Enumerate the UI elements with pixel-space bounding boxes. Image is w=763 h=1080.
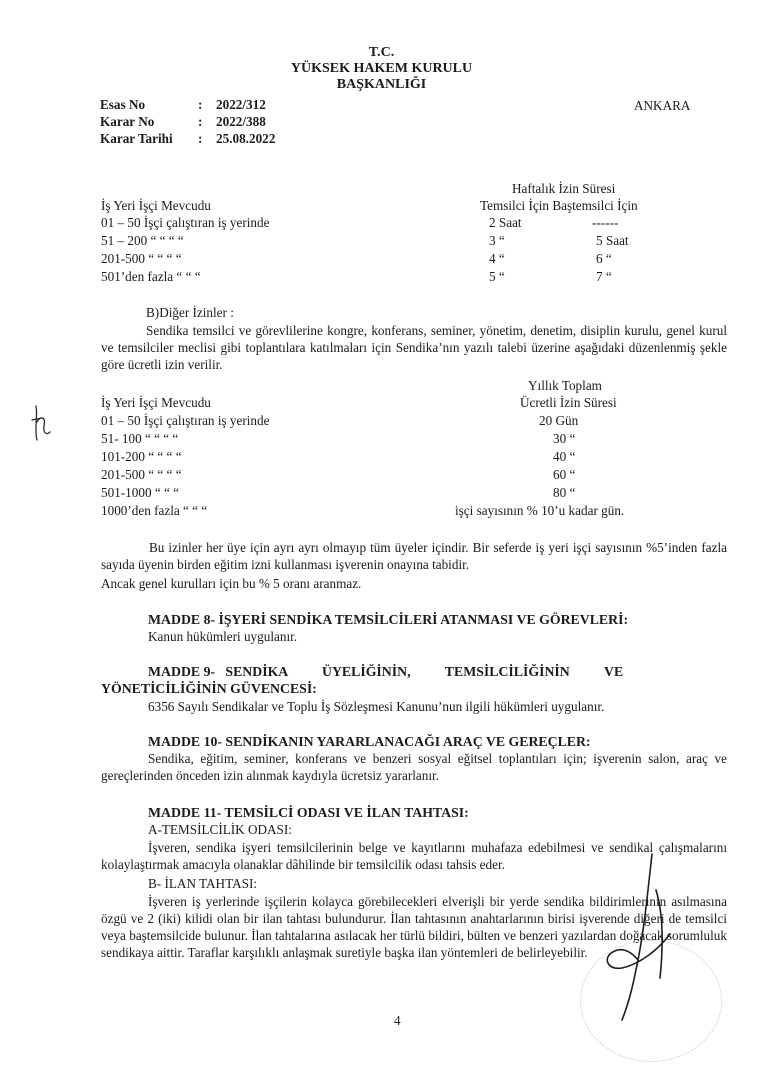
madde9-title-line2: YÖNETİCİLİĞİNİN GÜVENCESİ: — [101, 681, 317, 696]
madde11-sub-a: A-TEMSİLCİLİK ODASI: — [148, 822, 292, 837]
b-note-1: Bu izinler her üye için ayrı ayrı olmayıp tüm üyeler içindir. Bir seferde iş yeri işçi sayısının %5’inden fazla sayıda üyenin birden eğitim izni kullanması işverenin onayına tabidir. — [101, 540, 727, 572]
weekly-row-temsilci: 3 “ — [489, 233, 505, 248]
weekly-col-headers: Temsilci İçin Baştemsilci İçin — [480, 198, 638, 213]
weekly-row-label: 501’den fazla “ “ “ — [101, 269, 201, 284]
madde9-title-line1: MADDE 9- SENDİKA ÜYELİĞİNİN, TEMSİLCİLİĞİNİN VE — [148, 664, 624, 679]
annual-header-1: Yıllık Toplam — [528, 378, 602, 393]
weekly-row-label: 51 – 200 “ “ “ “ — [101, 233, 184, 248]
annual-left-header: İş Yeri İşçi Mevcudu — [101, 395, 211, 410]
weekly-row-temsilci: 2 Saat — [489, 215, 522, 230]
annual-row-label: 501-1000 “ “ “ — [101, 485, 179, 500]
weekly-row-bas: 7 “ — [596, 269, 612, 284]
annual-row-value: 80 “ — [553, 485, 576, 500]
annual-row-label: 51- 100 “ “ “ “ — [101, 431, 179, 446]
madde11-sub-b: B- İLAN TAHTASI: — [148, 876, 257, 891]
meta-sep-tarih: : — [198, 131, 203, 146]
header-tc: T.C. — [368, 45, 395, 60]
madde11-text-a: İşveren, sendika işyeri temsilcilerinin belge ve kayıtlarını muhafaza edebilmesi ve sendikal çalışmalarını kolaylaştırmak amacıyla olanaklar dâhilinde bir temsilcilik odası tahsis eder. — [101, 840, 727, 872]
b-section-title: B)Diğer İzinler : — [146, 305, 234, 320]
b-note-2: Ancak genel kurulları için bu % 5 oranı aranmaz. — [101, 576, 362, 591]
madde8-title: MADDE 8- İŞYERİ SENDİKA TEMSİLCİLERİ ATANMASI VE GÖREVLERİ: — [148, 612, 629, 627]
header-institution: YÜKSEK HAKEM KURULU — [290, 61, 473, 76]
header-presidency: BAŞKANLIĞI — [336, 77, 427, 92]
annual-row-label: 01 – 50 İşçi çalıştıran iş yerinde — [101, 413, 270, 428]
annual-row-value: işçi sayısının % 10’u kadar gün. — [455, 503, 625, 518]
weekly-row-label: 01 – 50 İşçi çalıştıran iş yerinde — [101, 215, 270, 230]
weekly-row-temsilci: 4 “ — [489, 251, 505, 266]
madde11-text-b: İşveren iş yerlerinde işçilerin kolayca görebilecekleri elverişli bir yerde sendika bildirimlerinin asılmasına özgü ve 2 (iki) kilidi olan bir ilan tahtası bulundurur. İlan tahtasının anahtarlarının birisi işverende diğeri de temsilci veya baştemsilcide bulunur. İlan tahtalarına asılacak her türlü bildiri, bülten ve benzeri yazılardan doğacak sorumluluk sendikaya aittir. Taraflar karşılıklı anlaşmak suretiyle başka ilan yöntemleri de belirleyebilir. — [101, 894, 727, 960]
meta-sep-esas: : — [198, 97, 203, 112]
meta-value-tarih: 25.08.2022 — [216, 131, 276, 146]
weekly-row-bas: ------ — [592, 215, 619, 230]
madde8-text: Kanun hükümleri uygulanır. — [148, 629, 298, 644]
weekly-row-bas: 6 “ — [596, 251, 612, 266]
weekly-row-bas: 5 Saat — [596, 233, 629, 248]
weekly-row-temsilci: 5 “ — [489, 269, 505, 284]
b-section-paragraph: Sendika temsilci ve görevlilerine kongre, konferans, seminer, yönetim, denetim, disiplin kurulu, genel kurul ve temsilciler meclisi gibi toplantılara katılmaları için Sendika’nın yazılı talebi üzerine aşağıdaki düzenlenmiş şekle göre ücretli izin verilir. — [101, 323, 727, 372]
meta-value-esas: 2022/312 — [216, 97, 266, 112]
meta-label-karar: Karar No — [100, 114, 155, 129]
meta-label-tarih: Karar Tarihi — [100, 131, 173, 146]
madde10-text: Sendika, eğitim, seminer, konferans ve benzeri sosyal eğitsel toplantıları için; işverenin salon, araç ve gereçlerinden önceden izin alınmak kaydıyla ücretsiz yararlanır. — [101, 751, 727, 783]
meta-label-esas: Esas No — [100, 97, 146, 112]
meta-sep-karar: : — [198, 114, 203, 129]
annual-row-value: 30 “ — [553, 431, 576, 446]
annual-row-label: 1000’den fazla “ “ “ — [101, 503, 208, 518]
annual-row-value: 20 Gün — [539, 413, 579, 428]
weekly-title: Haftalık İzin Süresi — [512, 181, 616, 196]
stamp-seal — [580, 940, 722, 1062]
annual-row-value: 40 “ — [553, 449, 576, 464]
weekly-row-label: 201-500 “ “ “ “ — [101, 251, 182, 266]
annual-row-label: 201-500 “ “ “ “ — [101, 467, 182, 482]
page-number: 4 — [394, 1013, 401, 1028]
weekly-left-header: İş Yeri İşçi Mevcudu — [101, 198, 211, 213]
header-city: ANKARA — [634, 98, 691, 113]
annual-header-2: Ücretli İzin Süresi — [520, 395, 617, 410]
madde10-title: MADDE 10- SENDİKANIN YARARLANACAĞI ARAÇ VE GEREÇLER: — [148, 734, 591, 749]
madde11-title: MADDE 11- TEMSİLCİ ODASI VE İLAN TAHTASI: — [148, 805, 469, 820]
annual-row-value: 60 “ — [553, 467, 576, 482]
madde9-text: 6356 Sayılı Sendikalar ve Toplu İş Sözleşmesi Kanunu’nun ilgili hükümleri uygulanır. — [148, 699, 605, 714]
annual-row-label: 101-200 “ “ “ “ — [101, 449, 182, 464]
meta-value-karar: 2022/388 — [216, 114, 266, 129]
margin-initials-signature — [28, 402, 54, 444]
